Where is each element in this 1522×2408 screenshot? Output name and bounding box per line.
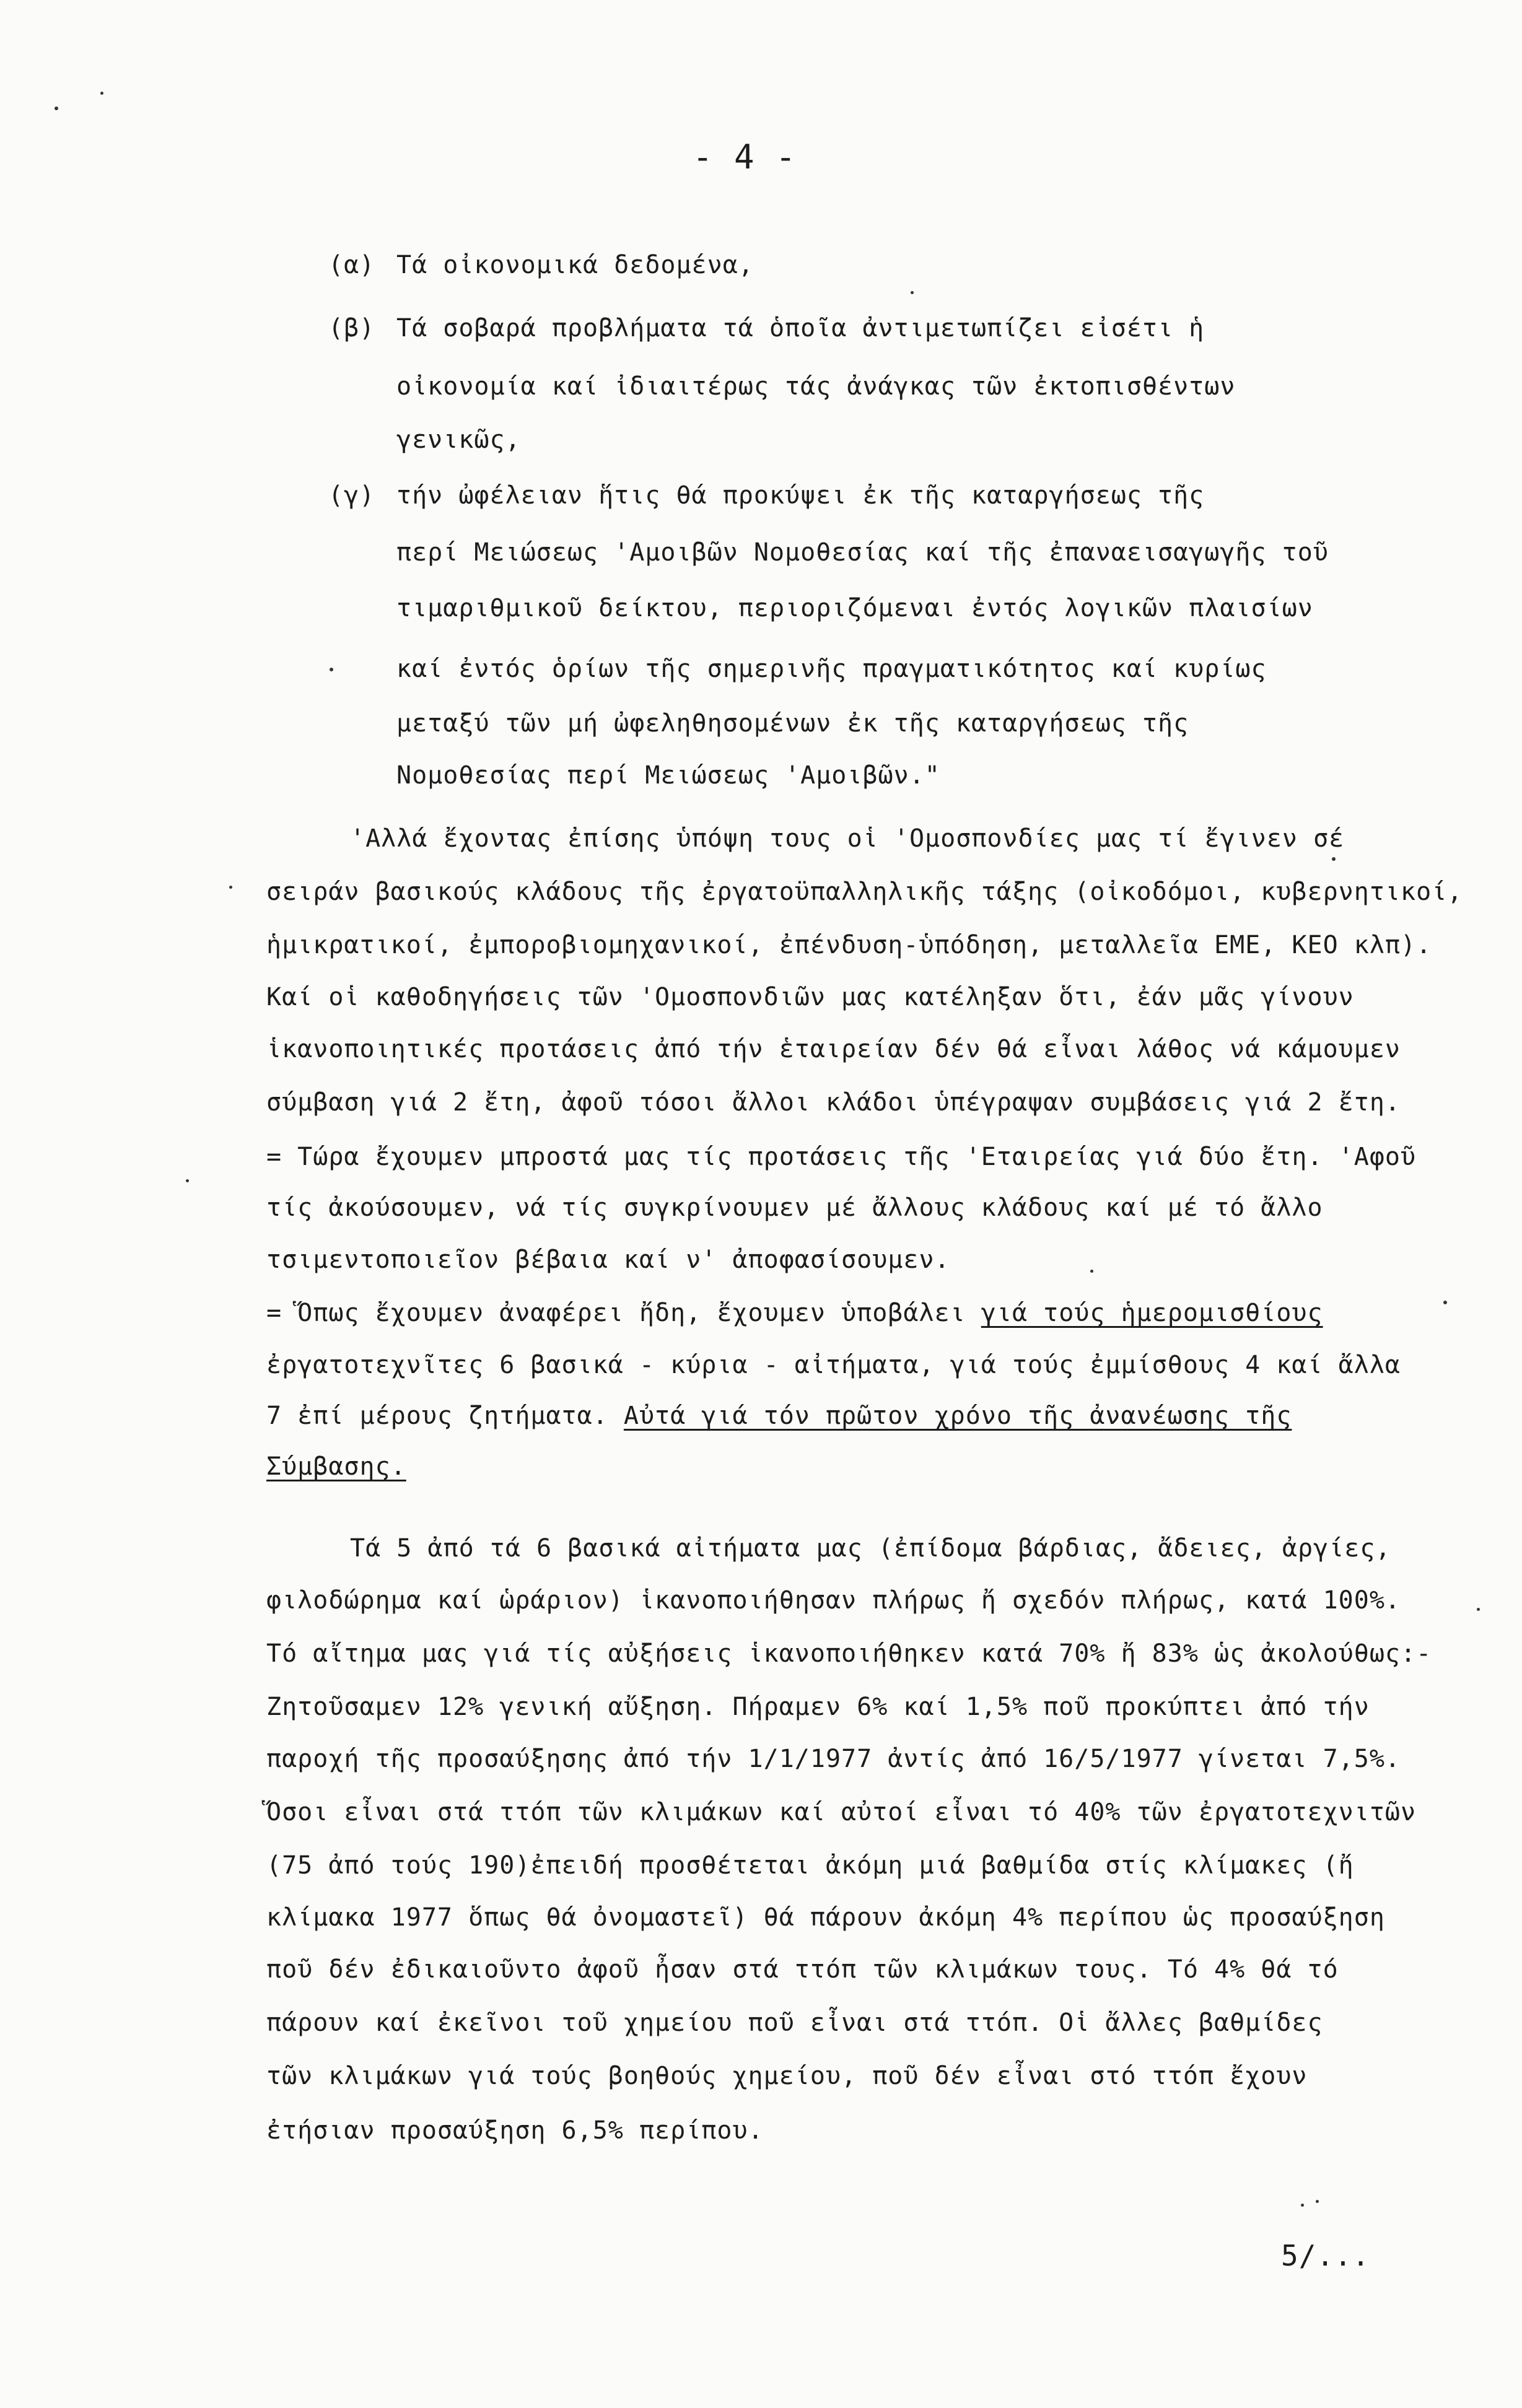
paragraph-1-line: ἱκανοποιητικές προτάσεις ἀπό τήν ἑταιρείαν δέν θά εἶναι λάθος νά κάμουμεν xyxy=(266,1035,1401,1063)
paragraph-4-line: Ζητοῦσαμεν 12% γενική αὔξηση. Πήραμεν 6% καί 1,5% ποῦ προκύπτει ἀπό τήν xyxy=(266,1693,1370,1721)
scan-speck xyxy=(330,668,333,671)
paragraph-3-line xyxy=(266,1294,1323,1332)
paragraph-4-line: κλίμακα 1977 ὅπως θά ὀνομαστεῖ) θά πάρουν ἀκόμη 4% περίπου ὡς προσαύξηση xyxy=(266,1903,1385,1932)
list-item-b-line: οἰκονομία καί ἰδιαιτέρως τάς ἀνάγκας τῶν ἐκτοπισθέντων xyxy=(396,372,1236,401)
list-item-c-line: τήν ὠφέλειαν ἥτις θά προκύψει ἐκ τῆς καταργήσεως τῆς xyxy=(396,481,1205,510)
scan-speck xyxy=(100,92,103,95)
scan-speck xyxy=(1332,857,1336,861)
scan-speck xyxy=(229,886,232,889)
paragraph-2-line: τσιμεντοποιεῖον βέβαια καί ν' ἀποφασίσουμεν. xyxy=(266,1245,950,1274)
paragraph-4-line: ἐτήσιαν προσαύξηση 6,5% περίπου. xyxy=(266,2116,764,2145)
paragraph-3-line: ἐργατοτεχνῖτες 6 βασικά - κύρια - αἰτήματα, γιά τούς ἐμμίσθους 4 καί ἄλλα xyxy=(266,1351,1401,1379)
list-marker-b: (β) xyxy=(328,314,375,342)
paragraph-4-line: φιλοδώρημα καί ὡράριον) ἱκανοποιήθησαν πλήρως ἤ σχεδόν πλήρως, κατά 100%. xyxy=(266,1586,1401,1615)
scan-speck xyxy=(1477,1608,1480,1611)
paragraph-1-line: σειράν βασικούς κλάδους τῆς ἐργατοϋπαλληλικῆς τάξης (οἰκοδόμοι, κυβερνητικοί, xyxy=(266,878,1463,906)
paragraph-1-line: Καί οἱ καθοδηγήσεις τῶν 'Ομοσπονδιῶν μας κατέληξαν ὅτι, ἐάν μᾶς γίνουν xyxy=(266,983,1354,1011)
paragraph-3-line xyxy=(266,1448,406,1485)
scan-speck xyxy=(1443,1301,1447,1304)
paragraph-4-line: τῶν κλιμάκων γιά τούς βοηθούς χημείου, ποῦ δέν εἶναι στό ττόπ ἔχουν xyxy=(266,2062,1308,2090)
page-number: - 4 - xyxy=(693,137,797,177)
list-item-c-line: Νομοθεσίας περί Μειώσεως 'Αμοιβῶν." xyxy=(396,761,940,790)
paragraph-3-underlined-text: Αὐτά γιά τόν πρῶτον χρόνο τῆς ἀνανέωσης τῆς xyxy=(623,1402,1292,1430)
paragraph-4-line: Ὅσοι εἶναι στά ττόπ τῶν κλιμάκων καί αὐτοί εἶναι τό 40% τῶν ἐργατοτεχνιτῶν xyxy=(266,1798,1417,1826)
paragraph-1-line: ἡμικρατικοί, ἐμποροβιομηχανικοί, ἐπένδυση-ὑπόδηση, μεταλλεῖα ΕΜΕ, ΚΕΟ κλπ). xyxy=(266,931,1432,959)
paragraph-4-line: Τό αἴτημα μας γιά τίς αὐξήσεις ἱκανοποιήθηκεν κατά 70% ἤ 83% ὡς ἀκολούθως:- xyxy=(266,1639,1432,1668)
paragraph-4-line: Τά 5 ἀπό τά 6 βασικά αἰτήματα μας (ἐπίδομα βάρδιας, ἄδειες, ἀργίες, xyxy=(350,1534,1391,1563)
paragraph-3-text: = Ὅπως ἔχουμεν ἀναφέρει ἤδη, ἔχουμεν ὑποβάλει xyxy=(266,1299,981,1327)
scan-speck xyxy=(55,107,58,110)
paragraph-3-underlined-text: Σύμβασης. xyxy=(266,1452,406,1481)
paragraph-4-line: πάρουν καί ἐκεῖνοι τοῦ χημείου ποῦ εἶναι στά ττόπ. Οἱ ἄλλες βαθμίδες xyxy=(266,2009,1323,2037)
list-item-c-line: μεταξύ τῶν μή ὠφεληθησομένων ἐκ τῆς καταργήσεως τῆς xyxy=(396,709,1189,738)
list-marker-a: (α) xyxy=(328,251,375,279)
paragraph-3-underlined-text: γιά τούς ἡμερομισθίους xyxy=(981,1299,1323,1327)
paragraph-3-line xyxy=(266,1397,1292,1434)
paragraph-2-line: = Τώρα ἔχουμεν μπροστά μας τίς προτάσεις τῆς 'Εταιρείας γιά δύο ἔτη. 'Αφοῦ xyxy=(266,1143,1417,1171)
list-item-b-line: Τά σοβαρά προβλήματα τά ὁποῖα ἀντιμετωπίζει εἰσέτι ἡ xyxy=(396,314,1205,342)
list-item-b-line: γενικῶς, xyxy=(396,425,521,454)
continuation-marker: 5/... xyxy=(1281,2239,1370,2272)
paragraph-4-line: ποῦ δέν ἐδικαιοῦντο ἀφοῦ ἦσαν στά ττόπ τῶν κλιμάκων τους. Τό 4% θά τό xyxy=(266,1955,1339,1984)
paragraph-2-line: τίς ἀκούσουμεν, νά τίς συγκρίνουμεν μέ ἄλλους κλάδους καί μέ τό ἄλλο xyxy=(266,1193,1323,1222)
list-item-a-line: Τά οἰκονομικά δεδομένα, xyxy=(396,251,754,279)
list-item-c-line: καί ἐντός ὁρίων τῆς σημερινῆς πραγματικότητος καί κυρίως xyxy=(396,655,1267,683)
paragraph-1-line: σύμβαση γιά 2 ἔτη, ἀφοῦ τόσοι ἄλλοι κλάδοι ὑπέγραψαν συμβάσεις γιά 2 ἔτη. xyxy=(266,1088,1401,1117)
scan-speck xyxy=(186,1179,189,1182)
list-item-c-line: περί Μειώσεως 'Αμοιβῶν Νομοθεσίας καί τῆς ἐπαναεισαγωγῆς τοῦ xyxy=(396,538,1329,567)
scan-speck xyxy=(1316,2200,1319,2203)
paragraph-1-line: 'Αλλά ἔχοντας ἐπίσης ὑπόψη τους οἱ 'Ομοσπονδίες μας τί ἔγινεν σέ xyxy=(350,824,1345,853)
scan-speck xyxy=(911,291,914,294)
list-item-c-line: τιμαριθμικοῦ δείκτου, περιοριζόμεναι ἐντός λογικῶν πλαισίων xyxy=(396,594,1313,622)
paragraph-3-text: 7 ἐπί μέρους ζητήματα. xyxy=(266,1402,624,1430)
list-marker-c: (γ) xyxy=(328,481,375,510)
scan-speck xyxy=(1090,1270,1093,1273)
paragraph-4-line: παροχή τῆς προσαύξησης ἀπό τήν 1/1/1977 ἀντίς ἀπό 16/5/1977 γίνεται 7,5%. xyxy=(266,1745,1401,1773)
scan-speck xyxy=(1301,2204,1304,2207)
paragraph-4-line: (75 ἀπό τούς 190)ἐπειδή προσθέτεται ἀκόμη μιά βαθμίδα στίς κλίμακες (ἤ xyxy=(266,1851,1354,1880)
